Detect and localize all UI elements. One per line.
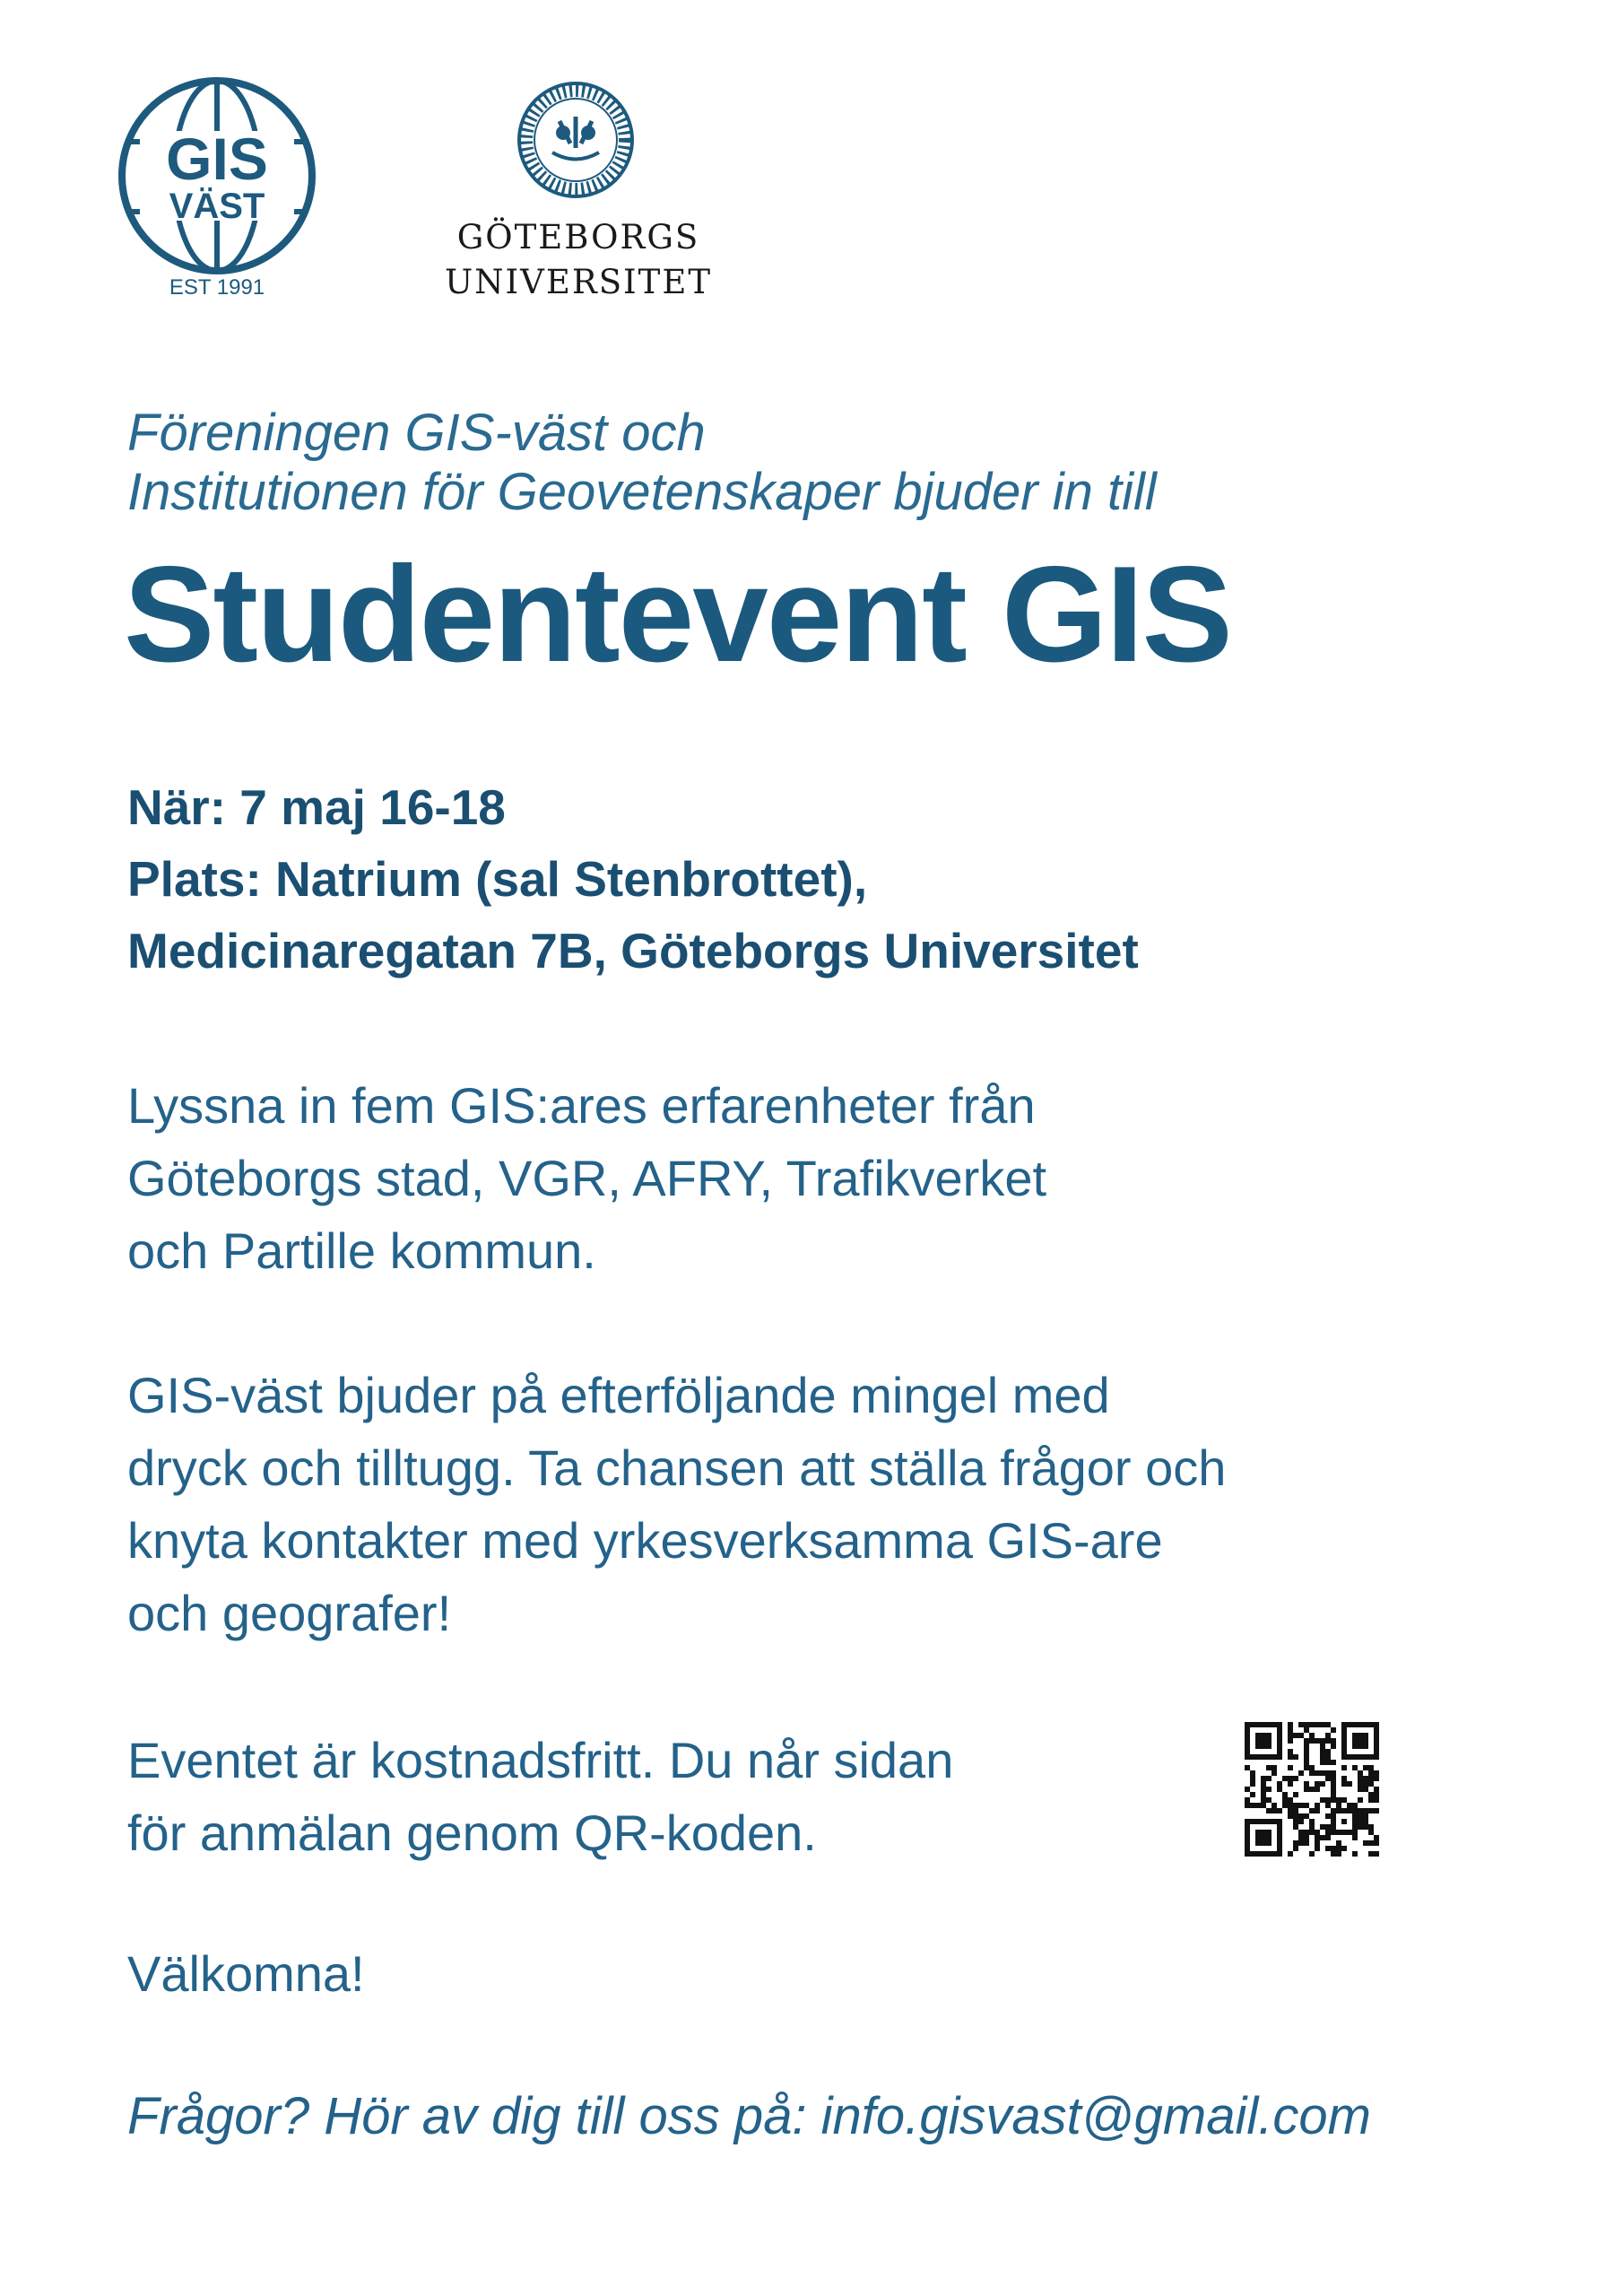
event-when: När: 7 maj 16-18 (127, 779, 506, 835)
vast-logo-text: VÄST (169, 187, 265, 226)
paragraph-registration (127, 1724, 953, 1869)
paragraph-line: och Partille kommun. (127, 1222, 596, 1279)
contact-footer: Frågor? Hör av dig till oss på: info.gisvast@gmail.com (127, 2087, 1371, 2145)
intro-line1: Föreningen GIS-väst och (127, 404, 706, 462)
paragraph-mingle (127, 1359, 1226, 1649)
qr-code-icon[interactable] (1245, 1722, 1379, 1857)
gu-logo (429, 81, 728, 314)
paragraph-line: Göteborgs stad, VGR, AFRY, Trafikverket (127, 1150, 1047, 1206)
event-place-line2: Medicinaregatan 7B, Göteborgs Universitet (127, 923, 1139, 978)
gis-logo-text: GIS (166, 126, 268, 192)
intro-text (127, 404, 1157, 522)
gis-vast-logo (113, 72, 321, 307)
event-place-line1: Plats: Natrium (sal Stenbrottet), (127, 851, 868, 907)
gu-name (429, 215, 728, 305)
paragraph-line: och geografer! (127, 1585, 452, 1641)
welcome-text: Välkomna! (127, 1945, 365, 2002)
event-details (127, 771, 1139, 987)
gu-name-line2: UNIVERSITET (444, 263, 713, 301)
paragraph-line: för anmälan genom QR-koden. (127, 1805, 817, 1861)
gu-name-line1: GÖTEBORGS (456, 218, 700, 257)
paragraph-line: dryck och tilltugg. Ta chansen att ställa frågor och (127, 1439, 1227, 1496)
est-logo-text: EST 1991 (169, 275, 265, 300)
intro-line2: Institutionen för Geovetenskaper bjuder in till (127, 463, 1157, 521)
paragraph-speakers (127, 1069, 1046, 1287)
paragraph-line: Eventet är kostnadsfritt. Du når sidan (127, 1732, 954, 1788)
gu-seal-icon (516, 81, 635, 199)
paragraph-line: GIS-väst bjuder på efterföljande mingel med (127, 1367, 1110, 1423)
page-title: Studentevent GIS (124, 538, 1231, 691)
paragraph-line: knyta kontakter med yrkesverksamma GIS-are (127, 1512, 1163, 1569)
paragraph-line: Lyssna in fem GIS:ares erfarenheter från (127, 1077, 1036, 1134)
